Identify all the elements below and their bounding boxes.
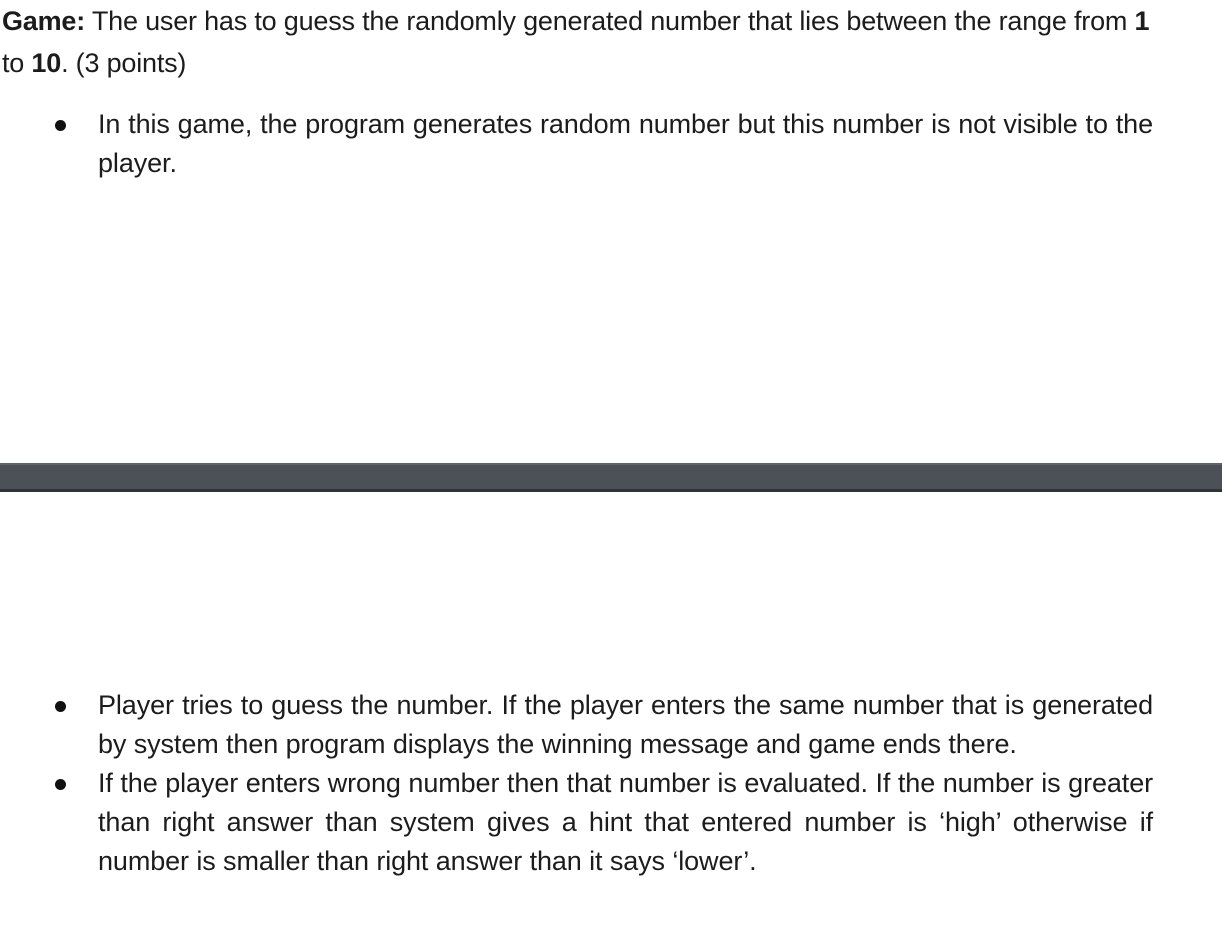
range-end: 10 [31, 48, 62, 78]
bullet-list-top [0, 105, 1222, 183]
bullet-text: If the player enters wrong number then that number is evaluated. If the number is greater than right answer than system gives a hint that entered number is ‘high’ otherwise if number is smaller than right answer than it says ‘lower’. [98, 768, 1153, 876]
intro-text-part-3: . (3 points) [61, 48, 187, 78]
list-item [0, 764, 1153, 881]
intro-text-part-1: The user has to guess the randomly generated number that lies between the range from [85, 6, 1135, 36]
bullet-icon [55, 120, 66, 131]
bullet-text: Player tries to guess the number. If the player enters the same number that is generated by system then program displays the winning message and game ends there. [98, 690, 1153, 759]
bullet-text: In this game, the program generates random number but this number is not visible to the player. [98, 109, 1153, 178]
bullet-icon [55, 701, 66, 712]
bullet-icon [55, 779, 66, 790]
list-item [0, 686, 1153, 764]
list-item [0, 105, 1153, 183]
bullet-list-bottom [0, 686, 1222, 881]
game-label: Game: [2, 6, 86, 36]
game-description [2, 0, 1162, 84]
page-divider-bar [0, 463, 1222, 492]
range-start: 1 [1134, 6, 1150, 36]
intro-text-part-2: to [2, 48, 32, 78]
